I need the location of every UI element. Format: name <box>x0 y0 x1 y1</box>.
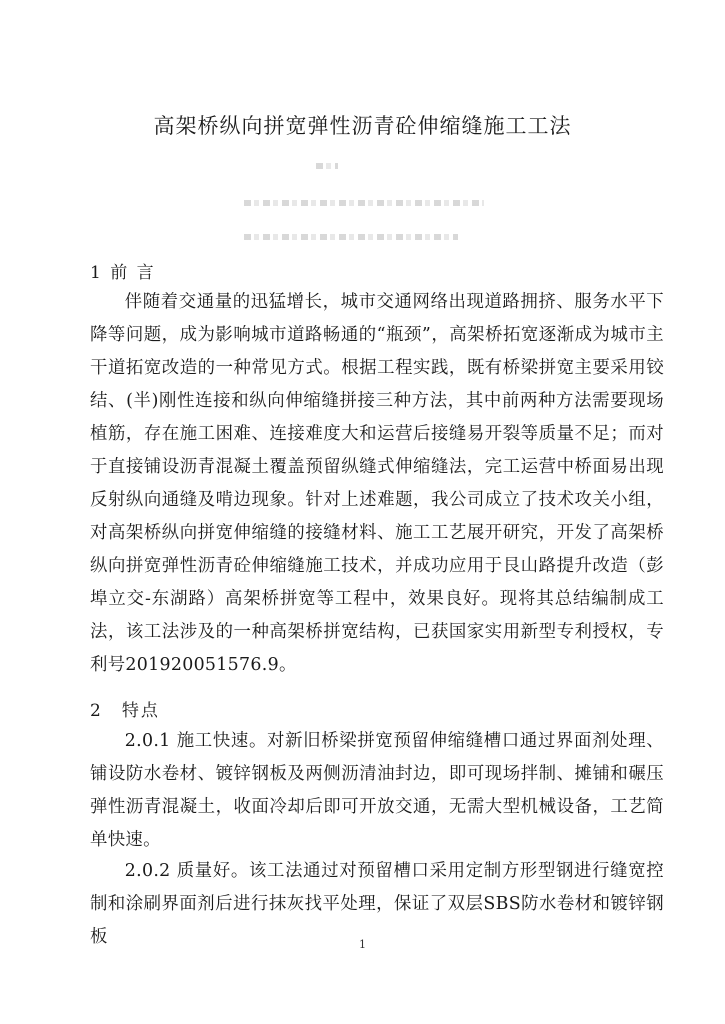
page-number: 1 <box>359 938 366 951</box>
feature-paragraph-fast: 2.0.1 施工快速。对新旧桥梁拼宽预留伸缩缝槽口通过界面剂处理、铺设防水卷材、镀锌钢板及两侧沥清油封边，即可现场拌制、摊铺和碾压弹性沥青混凝土，收面冷却后即可开放交通，无需大型机械设备，工艺简单快速。 <box>90 731 664 850</box>
redacted-author-line <box>316 163 338 169</box>
document-title: 高架桥纵向拼宽弹性沥青砼伸缩缝施工工法 <box>153 114 572 138</box>
feature-paragraph-quality: 2.0.2 质量好。该工法通过对预留槽口采用定制方形型钢进行缝宽控制和涂刷界面剂后进行抹灰找平处理，保证了双层SBS防水卷材和镀锌钢板 <box>90 861 664 947</box>
redacted-affiliation-line <box>244 200 484 206</box>
section-heading-preface: 1 前 言 <box>90 263 156 283</box>
section-heading-features: 2 特点 <box>90 701 160 721</box>
preface-paragraph: 伴随着交通量的迅猛增长，城市交通网络出现道路拥挤、服务水平下降等问题，成为影响城市道路畅通的“瓶颈”，高架桥拓宽逐渐成为城市主干道拓宽改造的一种常见方式。根据工程实践，既有桥梁拼宽主要采用铰结、(半)刚性连接和纵向伸缩缝拼接三种方法，其中前两种方法需要现场植筋，存在施工困难、连接难度大和运营后接缝易开裂等质量不足；而对于直接铺设沥青混凝土覆盖预留纵缝式伸缩缝法，完工运营中桥面易出现反射纵向通缝及啃边现象。针对上述难题，我公司成立了技术攻关小组，对高架桥纵向拼宽伸缩缝的接缝材料、施工工艺展开研究，开发了高架桥纵向拼宽弹性沥青砼伸缩缝施工技术，并成功应用于艮山路提升改造（彭埠立交-东湖路）高架桥拼宽等工程中，效果良好。现将其总结编制成工法，该工法涉及的一种高架桥拼宽结构，已获国家实用新型专利授权，专利号201920051576.9。 <box>90 292 664 675</box>
redacted-address-line <box>244 234 458 240</box>
